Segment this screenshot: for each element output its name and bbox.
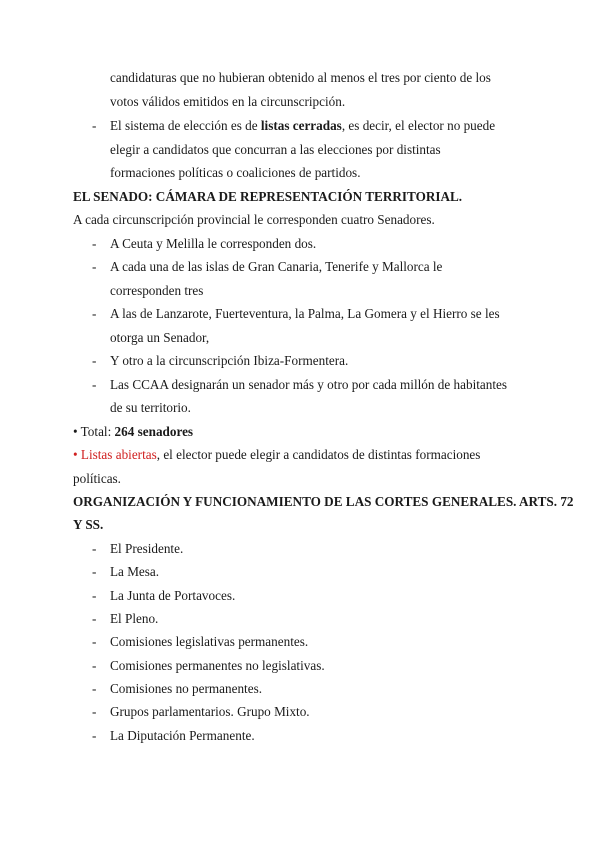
dash-marker: - — [92, 588, 97, 603]
org-list-item: La Junta de Portavoces. — [110, 588, 236, 603]
organizacion-heading: ORGANIZACIÓN Y FUNCIONAMIENTO DE LAS CORTES GENERALES. ARTS. 72 — [73, 494, 574, 509]
dash-marker: - — [92, 704, 97, 719]
senado-intro: A cada circunscripción provincial le corresponden cuatro Senadores. — [73, 212, 435, 227]
bullet-text: El sistema de elección es de — [110, 118, 261, 133]
dash-marker: - — [92, 541, 97, 556]
dash-marker: - — [92, 236, 97, 251]
organizacion-heading-continuation: Y SS. — [73, 517, 104, 532]
org-list-item: La Mesa. — [110, 564, 160, 579]
total-value: 264 senadores — [114, 424, 194, 439]
bullet-continuation-line: elegir a candidatos que concurran a las elecciones por distintas — [110, 142, 441, 157]
listas-abiertas-line — [73, 446, 480, 464]
total-senadores — [73, 423, 193, 441]
dash-marker: - — [92, 681, 97, 696]
dash-marker: - — [92, 306, 97, 321]
dash-marker: - — [92, 118, 97, 133]
total-label: • Total: — [73, 424, 115, 439]
list-item: A Ceuta y Melilla le corresponden dos. — [110, 236, 317, 251]
list-item-continuation: de su territorio. — [110, 400, 191, 415]
dash-marker: - — [92, 634, 97, 649]
org-list-item: El Presidente. — [110, 541, 184, 556]
org-list-item: Comisiones no permanentes. — [110, 681, 262, 696]
org-list-item: Comisiones permanentes no legislativas. — [110, 658, 325, 673]
list-item: A cada una de las islas de Gran Canaria, Tenerife y Mallorca le — [110, 259, 443, 274]
bullet-listas-cerradas — [110, 117, 495, 135]
listas-abiertas-term: • Listas abiertas — [73, 447, 157, 462]
listas-abiertas-continuation: políticas. — [73, 471, 121, 486]
list-item-continuation: otorga un Senador, — [110, 330, 210, 345]
list-item: Las CCAA designarán un senador más y otro por cada millón de habitantes — [110, 377, 507, 392]
org-list-item: La Diputación Permanente. — [110, 728, 255, 743]
senado-heading: EL SENADO: CÁMARA DE REPRESENTACIÓN TERRITORIAL. — [73, 189, 463, 204]
bullet-continuation-line: candidaturas que no hubieran obtenido al menos el tres por ciento de los — [110, 70, 491, 85]
listas-abiertas-text: , el elector puede elegir a candidatos de distintas formaciones — [156, 447, 481, 462]
list-item-continuation: corresponden tres — [110, 283, 204, 298]
dash-marker: - — [92, 564, 97, 579]
list-item: Y otro a la circunscripción Ibiza-Formentera. — [110, 353, 349, 368]
bold-term: listas cerradas — [260, 118, 342, 133]
org-list-item: Grupos parlamentarios. Grupo Mixto. — [110, 704, 310, 719]
bullet-continuation-line: formaciones políticas o coaliciones de partidos. — [110, 165, 361, 180]
dash-marker: - — [92, 259, 97, 274]
dash-marker: - — [92, 377, 97, 392]
bullet-text: , es decir, el elector no puede — [341, 118, 496, 133]
dash-marker: - — [92, 353, 97, 368]
dash-marker: - — [92, 658, 97, 673]
bullet-continuation-line: votos válidos emitidos en la circunscripción. — [110, 94, 346, 109]
dash-marker: - — [92, 728, 97, 743]
org-list-item: Comisiones legislativas permanentes. — [110, 634, 309, 649]
dash-marker: - — [92, 611, 97, 626]
list-item: A las de Lanzarote, Fuerteventura, la Palma, La Gomera y el Hierro se les — [110, 306, 500, 321]
org-list-item: El Pleno. — [110, 611, 159, 626]
